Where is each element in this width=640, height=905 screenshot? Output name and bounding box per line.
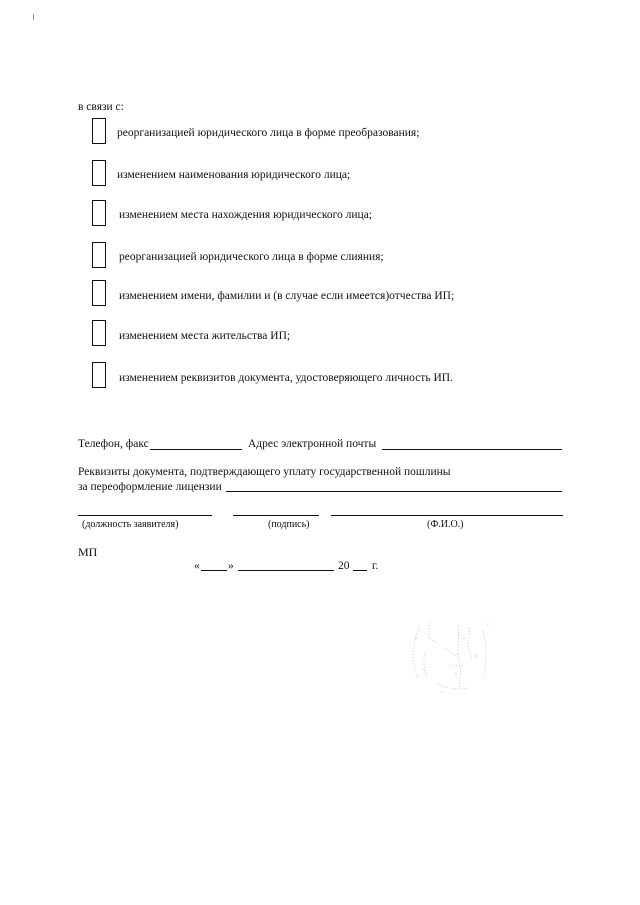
payment-field[interactable] [226,491,562,492]
payment-label-line1: Реквизиты документа, подтверждающего уплату государственной пошлины [78,466,451,478]
month-field[interactable] [238,570,334,571]
reason-checkbox[interactable] [92,200,106,226]
full-name-caption: (Ф.И.О.) [427,519,464,530]
phone-fax-label: Телефон, факс [78,438,149,450]
reason-label: реорганизацией юридического лица в форме слияния; [119,251,384,263]
stamp-place-label: МП [78,545,98,559]
year-field[interactable] [353,570,367,571]
reason-label: изменением реквизитов документа, удостоверяющего личность ИП. [119,372,453,384]
position-field[interactable] [78,515,212,516]
signature-caption: (подпись) [268,519,310,530]
reason-label: изменением места жительства ИП; [119,330,291,342]
reason-checkbox[interactable] [92,118,106,144]
full-name-field[interactable] [331,515,563,516]
email-label: Адрес электронной почты [248,438,377,450]
reason-label: изменением имени, фамилии и (в случае если имеется)отчества ИП; [119,290,455,302]
reason-label: изменением наименования юридического лица; [117,169,351,181]
date-close-quote: » [228,560,234,572]
scan-mark [33,14,34,20]
reason-checkbox[interactable] [92,280,106,306]
reason-checkbox[interactable] [92,362,106,388]
date-open-quote: « [194,560,200,572]
payment-label-line2: за переоформление лицензии [78,481,222,493]
reason-label: изменением места нахождения юридического лица; [119,209,372,221]
reason-checkbox[interactable] [92,160,106,186]
reason-label: реорганизацией юридического лица в форме преобразования; [117,127,420,139]
year-suffix: г. [372,560,379,572]
phone-fax-field[interactable] [150,449,242,450]
day-field[interactable] [201,570,227,571]
faded-stamp-marks [398,608,508,698]
email-field[interactable] [382,449,562,450]
in-connection-label: в связи с: [78,101,124,113]
signature-field[interactable] [233,515,319,516]
year-prefix: 20 [338,560,350,572]
reason-checkbox[interactable] [92,242,106,268]
position-caption: (должность заявителя) [82,519,179,530]
reason-checkbox[interactable] [92,320,106,346]
